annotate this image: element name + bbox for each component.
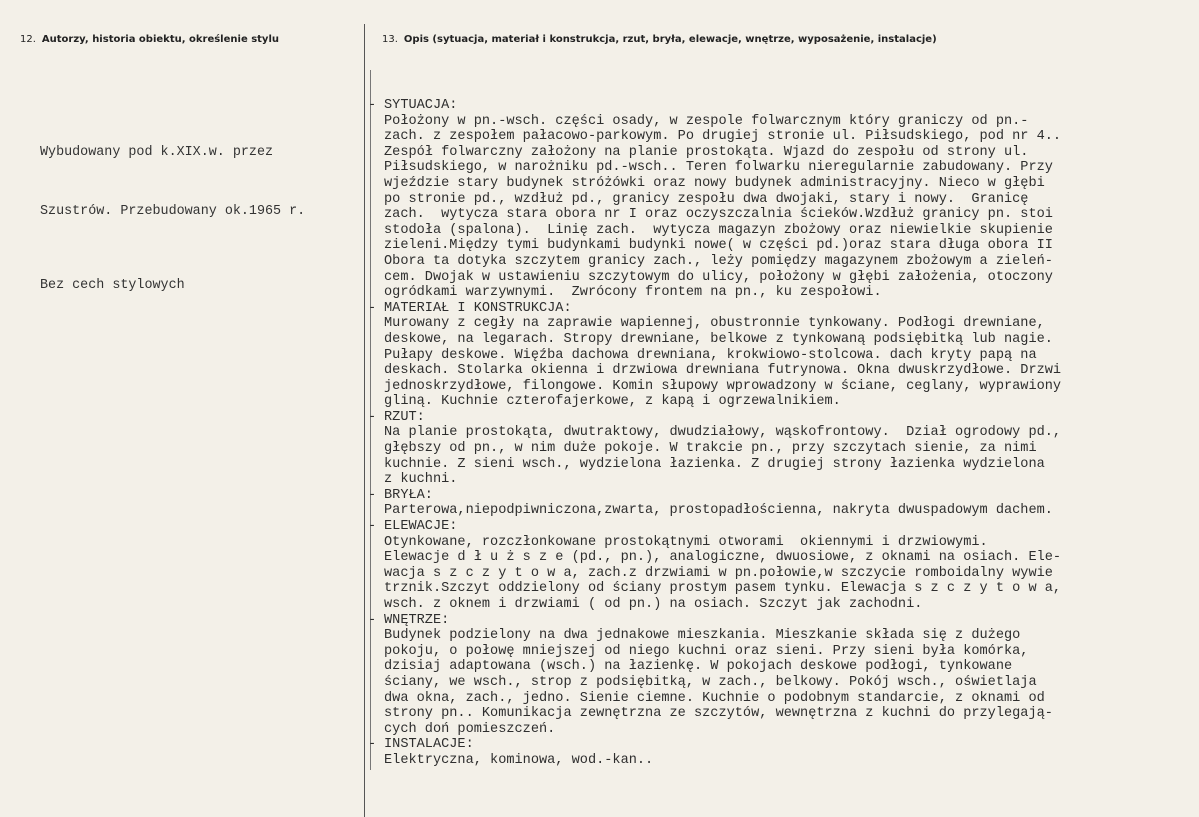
header-authors-history <box>20 34 279 45</box>
header-right-title: Opis (sytuacja, materiał i konstrukcja, rzut, bryła, elewacje, wnętrze, wyposażenie, instalacje) <box>403 34 937 45</box>
section-body <box>368 316 1198 410</box>
text-line: Parterowa,niepodpiwniczona,zwarta, prostopadłościenna, nakryta dwuspadowym dachem. <box>384 503 1053 519</box>
header-description <box>382 34 937 45</box>
section-dash: - <box>368 487 377 503</box>
text-line: zach. wytycza stara obora nr I oraz oczyszczalnia ścieków.Wzdłuż granicy pn. stoi <box>384 207 1053 223</box>
text-line: Pułapy deskowe. Więźba dachowa drewniana, krokwiowo-stolcowa. dach kryty papą na <box>384 347 1037 363</box>
text-line: strony pn.. Komunikacja zewnętrzna ze szczytów, wewnętrzna z kuchni do przylegają- <box>384 706 1053 722</box>
column-divider <box>364 24 365 817</box>
text-line: wsch. z oknem i drzwiami ( od pn.) na osiach. Szczyt jak zachodni. <box>384 597 923 612</box>
section-dash: - <box>368 300 377 316</box>
section-dash: - <box>368 519 377 535</box>
text-line: kuchnie. Z sieni wsch., wydzielona łazienka. Z drugiej strony łazienka wydzielona <box>384 456 1045 472</box>
text-line: Piłsudskiego, w narożniku pd.-wsch.. Teren folwarku nieregularnie zabudowany. Przy <box>384 160 1053 176</box>
section-heading-text: ELEWACJE: <box>384 519 458 535</box>
section-heading-text: INSTALACJE: <box>384 737 474 753</box>
text-line: Murowany z cegły na zaprawie wapiennej, obustronnie tynkowany. Podłogi drewniane, <box>384 316 1045 332</box>
text-line: trznik.Szczyt oddzielony od ściany prostym pasem tynku. Elewacja s z c z y t o w a, <box>384 581 1062 597</box>
text-line: Budynek podzielony na dwa jednakowe mieszkania. Mieszkanie składa się z dużego <box>384 628 1021 644</box>
text-line: Zespół folwarczny założony na planie prostokąta. Wjazd do zespołu od strony ul. <box>384 144 1029 160</box>
text-line: jednoskrzydłowe, filongowe. Komin słupowy wprowadzony w ściane, ceglany, wyprawiony <box>384 378 1062 394</box>
text-line: deskowe, na legarach. Stropy drewniane, belkowe z tynkowaną podsiębitką lub nagie. <box>384 331 1053 347</box>
description-text <box>368 98 1198 769</box>
header-right-number: 13. <box>382 34 398 45</box>
section-heading-text: RZUT: <box>384 409 425 425</box>
section-body <box>368 425 1198 487</box>
history-line: Wybudowany pod k.XIX.w. przez <box>40 145 274 160</box>
section-heading-text: BRYŁA: <box>384 487 433 503</box>
text-line: zieleni.Między tymi budynkami budynki nowe( w części pd.)oraz stara długa obora II <box>384 238 1053 254</box>
text-line: Otynkowane, rozczłonkowane prostokątnymi otworami okiennymi i drzwiowymi. <box>384 534 988 550</box>
section-heading <box>368 98 1198 114</box>
history-line: Szustrów. Przebudowany ok.1965 r. <box>40 203 306 219</box>
section-heading <box>368 488 1198 504</box>
text-line: stodoła (spalona). Linię zach. wytycza magazyn zbożowy oraz niewielkie skupienie <box>384 222 1053 238</box>
text-line: głębszy od pn., w nim duże pokoje. W trakcie pn., przy szczytach sienie, za nimi <box>384 441 1037 457</box>
text-line: deskach. Stolarka okienna i drzwiowa drewniana futrynowa. Okna dwuskrzydłowe. Drzwi <box>384 363 1062 379</box>
section-heading <box>368 410 1198 426</box>
section-body <box>368 628 1198 737</box>
text-line: z kuchni. <box>384 472 458 488</box>
text-line: pokoju, o połowę mniejszej od niego kuchni oraz sieni. Przy sieni była komórka, <box>384 643 1029 659</box>
section-body <box>368 114 1198 301</box>
section-dash: - <box>368 409 377 425</box>
text-line: Położony w pn.-wsch. części osady, w zespole folwarcznym który graniczy od pn.- <box>384 113 1029 129</box>
section-dash: - <box>368 612 377 628</box>
section-heading-text: SYTUACJA: <box>384 98 458 113</box>
text-line: po stronie pd., wzdłuż pd., granicy zespołu dwa dwojaki, stary i nowy. Granicę <box>384 191 1029 207</box>
section-heading <box>368 301 1198 317</box>
section-heading <box>368 737 1198 753</box>
section-body <box>368 753 1198 769</box>
section-body <box>368 535 1198 613</box>
text-line: Obora ta dotyka szczytem granicy zach., leży pomiędzy magazynem zbożowym a zieleń- <box>384 253 1053 269</box>
text-line: ogródkami warzywnymi. Zwrócony frontem na pn., ku zespołowi. <box>384 285 882 301</box>
style-text: Bez cech stylowych <box>40 278 185 293</box>
text-line: Elewacje d ł u ż s z e (pd., pn.), analogiczne, dwuosiowe, z oknami na osiach. Ele- <box>384 550 1062 566</box>
text-line: cem. Dwojak w ustawieniu szczytowym do ulicy, położony w głębi założenia, otoczony <box>384 269 1053 285</box>
section-body <box>368 503 1198 519</box>
text-line: wacja s z c z y t o w a, zach.z drzwiami w pn.połowie,w szczycie romboidalny wywie <box>384 565 1053 581</box>
text-line: cych doń pomieszczeń. <box>384 721 556 737</box>
history-text <box>40 104 360 335</box>
text-line: wjeździe stary budynek stróżówki oraz nowy budynek administracyjny. Nieco w głębi <box>384 175 1045 191</box>
text-line: dzisiaj adaptowana (wsch.) na łazienkę. W pokojach deskowe podłogi, tynkowane <box>384 659 1013 675</box>
section-heading <box>368 613 1198 629</box>
text-line: ściany, we wsch., strop z podsiębitką, w zach., belkowy. Pokój wsch., oświetlaja <box>384 674 1037 690</box>
text-line: Elektryczna, kominowa, wod.-kan.. <box>384 752 654 768</box>
text-line: Na planie prostokąta, dwutraktowy, dwudziałowy, wąskofrontowy. Dział ogrodowy pd., <box>384 425 1062 441</box>
section-heading <box>368 519 1198 535</box>
section-dash: - <box>368 98 377 113</box>
text-line: dwa okna, zach., jedno. Sienie ciemne. Kuchnie o podobnym standarcie, z oknami od <box>384 690 1045 706</box>
header-left-number: 12. <box>20 34 36 45</box>
text-line: gliną. Kuchnie czterofajerkowe, z kapą i ogrzewalnikiem. <box>384 394 841 410</box>
header-left-title: Autorzy, historia obiektu, określenie stylu <box>41 34 280 45</box>
text-line: zach. z zespołem pałacowo-parkowym. Po drugiej stronie ul. Piłsudskiego, pod nr 4.. <box>384 129 1062 145</box>
section-heading-text: MATERIAŁ I KONSTRUKCJA: <box>384 300 572 316</box>
section-dash: - <box>368 737 377 753</box>
section-heading-text: WNĘTRZE: <box>384 612 450 628</box>
